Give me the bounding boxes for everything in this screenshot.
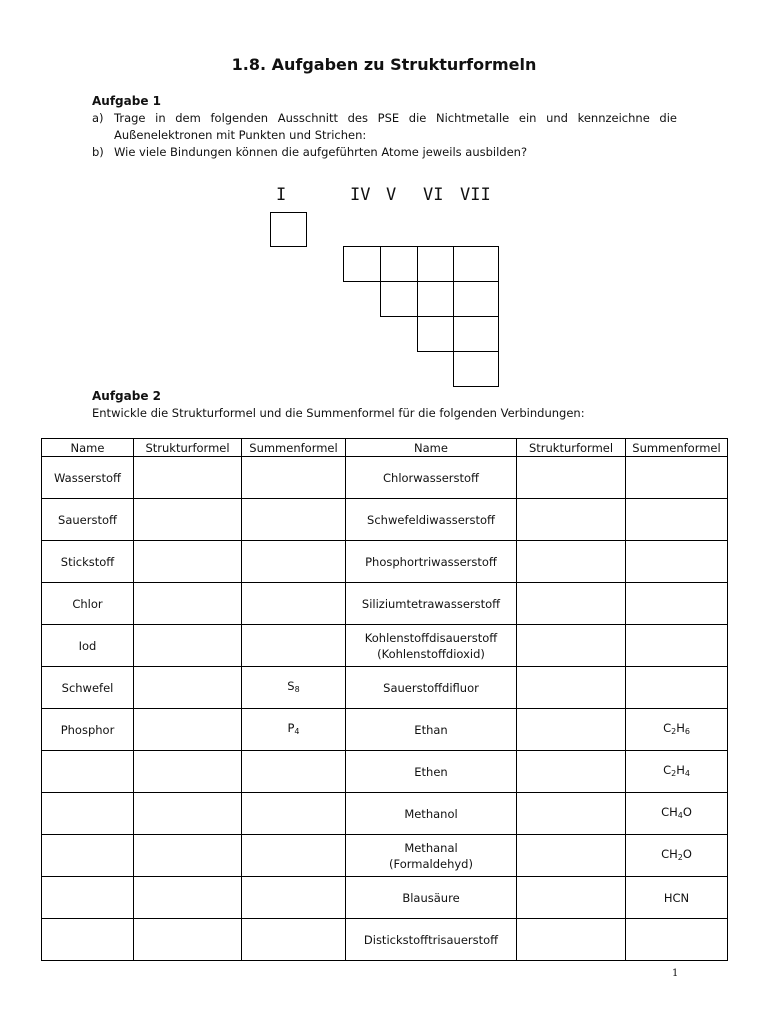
cell-text: Ethen <box>414 764 448 779</box>
left-name-cell <box>42 709 134 751</box>
header-name-left: Name <box>42 439 134 457</box>
right-strukturformel-cell[interactable] <box>517 877 626 919</box>
right-strukturformel-cell[interactable] <box>517 835 626 877</box>
right-summenformel-cell[interactable] <box>626 667 728 709</box>
table-row <box>42 793 728 835</box>
formula-text: $S_8$ <box>287 678 300 694</box>
formula-text: $CH_2O$ <box>661 846 692 862</box>
header-name-right: Name <box>346 439 517 457</box>
table-row <box>42 667 728 709</box>
right-strukturformel-cell[interactable] <box>517 583 626 625</box>
cell-text: Chlor <box>72 596 103 611</box>
right-summenformel-cell[interactable] <box>626 793 728 835</box>
cell-text: Phosphortriwasserstoff <box>365 554 497 569</box>
pse-cell[interactable] <box>343 246 381 282</box>
table-row <box>42 835 728 877</box>
table-row <box>42 751 728 793</box>
group-label-vii: VII <box>460 185 491 205</box>
cell-text: Iod <box>78 638 97 653</box>
formula-text: $C_2H_6$ <box>663 720 690 736</box>
right-name-cell <box>346 751 517 793</box>
table-row <box>42 583 728 625</box>
right-summenformel-cell[interactable] <box>626 541 728 583</box>
table-row <box>42 919 728 961</box>
group-label-vi: VI <box>423 185 444 205</box>
left-strukturformel-cell[interactable] <box>134 499 242 541</box>
right-name-cell <box>346 625 517 667</box>
cell-text: Phosphor <box>60 722 115 737</box>
right-summenformel-cell[interactable] <box>626 583 728 625</box>
cell-text-line2: (Formaldehyd) <box>389 856 473 871</box>
right-name-cell <box>346 457 517 499</box>
aufgabe1-b-label: b) <box>92 145 104 159</box>
left-strukturformel-cell[interactable] <box>134 835 242 877</box>
left-strukturformel-cell[interactable] <box>134 541 242 583</box>
left-summenformel-cell[interactable] <box>242 625 346 667</box>
left-strukturformel-cell[interactable] <box>134 583 242 625</box>
table-row <box>42 499 728 541</box>
right-strukturformel-cell[interactable] <box>517 499 626 541</box>
right-summenformel-cell[interactable] <box>626 709 728 751</box>
right-name-cell <box>346 835 517 877</box>
left-name-cell <box>42 877 134 919</box>
right-name-cell <box>346 877 517 919</box>
page-number: 1 <box>672 968 679 979</box>
cell-text: Blausäure <box>402 890 460 905</box>
cell-text: Siliziumtetrawasserstoff <box>361 596 501 611</box>
left-summenformel-cell[interactable] <box>242 751 346 793</box>
aufgabe1-b-text: Wie viele Bindungen können die aufgeführten Atome jeweils ausbilden? <box>114 145 528 159</box>
right-name-cell <box>346 583 517 625</box>
right-name-cell <box>346 541 517 583</box>
right-summenformel-cell[interactable] <box>626 919 728 961</box>
cell-text: Sauerstoffdifluor <box>383 680 479 695</box>
left-summenformel-cell[interactable] <box>242 541 346 583</box>
aufgabe1-a-line2: Außenelektronen mit Punkten und Strichen: <box>114 128 367 142</box>
table-row <box>42 877 728 919</box>
left-name-cell <box>42 541 134 583</box>
right-name-cell <box>346 793 517 835</box>
formula-text: $CH_4O$ <box>661 804 692 820</box>
left-strukturformel-cell[interactable] <box>134 919 242 961</box>
cell-text: Chlorwasserstoff <box>383 470 479 485</box>
cell-text: Wasserstoff <box>54 470 121 485</box>
pse-cell[interactable] <box>453 316 499 352</box>
pse-cell[interactable] <box>417 316 454 352</box>
cell-text: Schwefeldiwasserstoff <box>367 512 495 527</box>
group-label-iv: IV <box>350 185 371 205</box>
aufgabe1-heading: Aufgabe 1 <box>92 94 161 108</box>
cell-text: Sauerstoff <box>58 512 117 527</box>
aufgabe2-heading: Aufgabe 2 <box>92 389 161 403</box>
cell-text: Kohlenstoffdisauerstoff <box>364 630 498 645</box>
right-summenformel-cell[interactable] <box>626 835 728 877</box>
compounds-table <box>41 438 728 961</box>
pse-cell-group-i[interactable] <box>270 212 307 247</box>
left-name-cell <box>42 667 134 709</box>
cell-text: Ethan <box>414 722 448 737</box>
header-strukturformel-right: Strukturformel <box>517 439 626 457</box>
cell-text: Methanal <box>404 840 458 855</box>
right-summenformel-cell[interactable] <box>626 499 728 541</box>
table-row <box>42 625 728 667</box>
formula-text: $P_4$ <box>287 720 300 736</box>
right-name-cell <box>346 919 517 961</box>
left-summenformel-cell[interactable] <box>242 457 346 499</box>
cell-text: Stickstoff <box>60 554 115 569</box>
aufgabe2-text: Entwickle die Strukturformel und die Summenformel für die folgenden Verbindungen: <box>92 406 585 420</box>
pse-cell[interactable] <box>453 351 499 387</box>
left-strukturformel-cell[interactable] <box>134 625 242 667</box>
group-label-i: I <box>276 185 287 205</box>
right-strukturformel-cell[interactable] <box>517 709 626 751</box>
left-name-cell <box>42 625 134 667</box>
aufgabe1-a-label: a) <box>92 111 104 125</box>
cell-text: Methanol <box>404 806 458 821</box>
left-strukturformel-cell[interactable] <box>134 709 242 751</box>
left-strukturformel-cell[interactable] <box>134 793 242 835</box>
right-strukturformel-cell[interactable] <box>517 667 626 709</box>
left-summenformel-cell[interactable] <box>242 793 346 835</box>
pse-cell[interactable] <box>417 281 454 317</box>
right-summenformel-cell[interactable] <box>626 877 728 919</box>
pse-cell[interactable] <box>417 246 454 282</box>
right-strukturformel-cell[interactable] <box>517 793 626 835</box>
pse-cell[interactable] <box>453 246 499 282</box>
left-strukturformel-cell[interactable] <box>134 667 242 709</box>
pse-cell[interactable] <box>453 281 499 317</box>
left-summenformel-cell[interactable] <box>242 919 346 961</box>
left-name-cell <box>42 457 134 499</box>
right-summenformel-cell[interactable] <box>626 457 728 499</box>
table-row <box>42 457 728 499</box>
page-title: 1.8. Aufgaben zu Strukturformeln <box>231 55 537 74</box>
header-summenformel-right: Summenformel <box>626 439 728 457</box>
group-label-v: V <box>386 185 397 205</box>
right-strukturformel-cell[interactable] <box>517 751 626 793</box>
left-name-cell <box>42 919 134 961</box>
cell-text-line2: (Kohlenstoffdioxid) <box>377 646 485 661</box>
left-summenformel-cell[interactable] <box>242 667 346 709</box>
right-name-cell <box>346 667 517 709</box>
right-strukturformel-cell[interactable] <box>517 541 626 583</box>
cell-text: Distickstofftrisauerstoff <box>363 932 499 947</box>
left-strukturformel-cell[interactable] <box>134 877 242 919</box>
left-strukturformel-cell[interactable] <box>134 457 242 499</box>
table-header-row <box>42 439 728 457</box>
right-summenformel-cell[interactable] <box>626 751 728 793</box>
left-summenformel-cell[interactable] <box>242 835 346 877</box>
right-summenformel-cell[interactable] <box>626 625 728 667</box>
left-summenformel-cell[interactable] <box>242 709 346 751</box>
aufgabe1-a-text: Trage in dem folgenden Ausschnitt des PSE die Nichtmetalle ein und kennzeichne die <box>114 111 677 125</box>
left-name-cell <box>42 793 134 835</box>
right-strukturformel-cell[interactable] <box>517 919 626 961</box>
right-strukturformel-cell[interactable] <box>517 625 626 667</box>
right-name-cell <box>346 709 517 751</box>
formula-text: $C_2H_4$ <box>663 762 690 778</box>
aufgabe1-b-line <box>92 144 677 161</box>
left-summenformel-cell[interactable] <box>242 583 346 625</box>
left-strukturformel-cell[interactable] <box>134 751 242 793</box>
pse-cell[interactable] <box>380 246 418 282</box>
header-strukturformel-left: Strukturformel <box>134 439 242 457</box>
right-strukturformel-cell[interactable] <box>517 457 626 499</box>
right-name-cell <box>346 499 517 541</box>
left-summenformel-cell[interactable] <box>242 499 346 541</box>
cell-text: Schwefel <box>61 680 114 695</box>
left-name-cell <box>42 751 134 793</box>
left-summenformel-cell[interactable] <box>242 877 346 919</box>
pse-cell[interactable] <box>380 281 418 317</box>
aufgabe1-a-line1 <box>92 110 677 127</box>
header-summenformel-left: Summenformel <box>242 439 346 457</box>
table-row <box>42 541 728 583</box>
left-name-cell <box>42 583 134 625</box>
table-row <box>42 709 728 751</box>
left-name-cell <box>42 835 134 877</box>
formula-text: HCN <box>663 890 690 905</box>
left-name-cell <box>42 499 134 541</box>
